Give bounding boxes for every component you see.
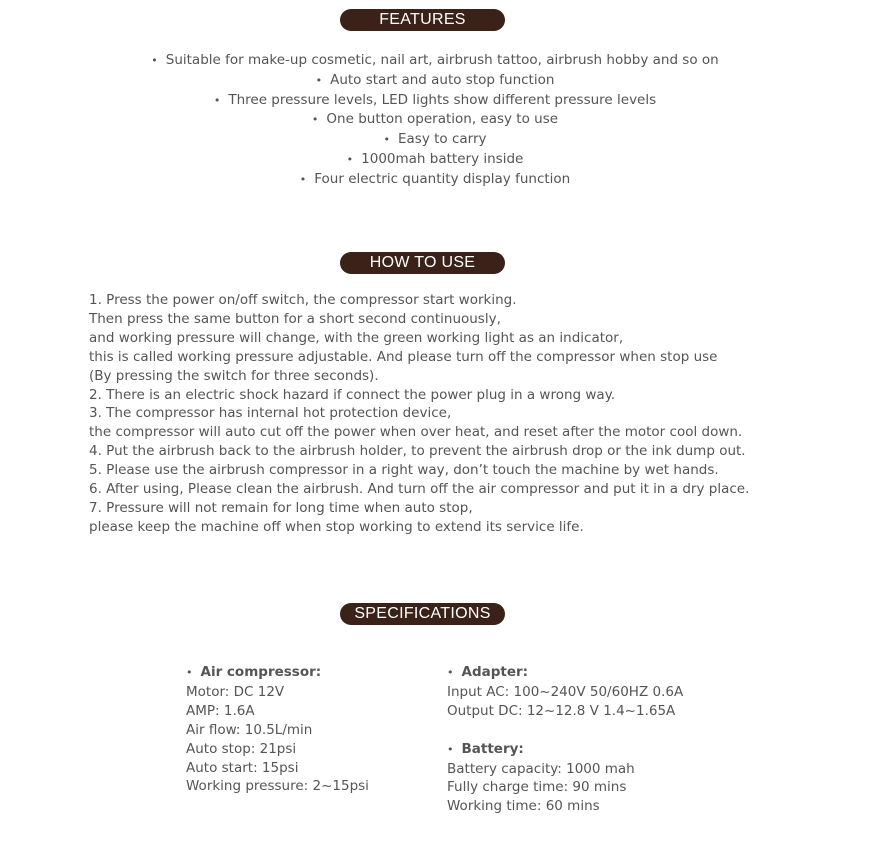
adapter-battery-specs — [447, 663, 683, 816]
specifications-title: SPECIFICATIONS — [340, 603, 505, 625]
instruction-line: (By pressing the switch for three seconds). — [89, 367, 379, 384]
spec-heading-air-compressor: • Air compressor: — [186, 663, 369, 683]
list-item: • Suitable for make-up cosmetic, nail art, airbrush tattoo, airbrush hobby and so on — [0, 51, 870, 71]
spec-line: AMP: 1.6A — [186, 702, 255, 719]
how-to-use-title: HOW TO USE — [340, 252, 505, 274]
spec-line: Input AC: 100~240V 50/60HZ 0.6A — [447, 683, 684, 700]
spec-line: Auto start: 15psi — [186, 759, 299, 776]
list-item: • Easy to carry — [0, 130, 870, 150]
instruction-line: 2. There is an electric shock hazard if connect the power plug in a wrong way. — [89, 386, 616, 403]
list-item: • 1000mah battery inside — [0, 150, 870, 170]
instruction-line: 5. Please use the airbrush compressor in a right way, don’t touch the machine by wet hands. — [89, 462, 719, 479]
instruction-line: and working pressure will change, with the green working light as an indicator, — [89, 329, 624, 346]
spec-line: Auto stop: 21psi — [186, 740, 297, 757]
air-compressor-specs — [186, 663, 369, 796]
features-title: FEATURES — [340, 9, 505, 31]
spec-line: Output DC: 12~12.8 V 1.4~1.65A — [447, 702, 676, 719]
instruction-line: 1. Press the power on/off switch, the compressor start working. — [89, 292, 517, 308]
spec-line: Air flow: 10.5L/min — [186, 721, 313, 738]
spec-heading-battery: • Battery: — [447, 740, 683, 760]
spec-line: Working time: 60 mins — [447, 798, 600, 815]
spec-line: Motor: DC 12V — [186, 683, 285, 700]
instruction-line: 7. Pressure will not remain for long time when auto stop, — [89, 499, 473, 516]
spec-line: Working pressure: 2~15psi — [186, 778, 369, 795]
instruction-line: this is called working pressure adjustable. And please turn off the compressor when stop use — [89, 348, 718, 365]
spec-spacer — [447, 721, 683, 740]
list-item: • Four electric quantity display function — [0, 170, 870, 190]
instruction-line: Then press the same button for a short second continuously, — [89, 310, 501, 327]
spec-line: Battery capacity: 1000 mah — [447, 760, 635, 777]
instruction-line: 4. Put the airbrush back to the airbrush holder, to prevent the airbrush drop or the ink dump out. — [89, 443, 746, 460]
list-item: • Auto start and auto stop function — [0, 71, 870, 91]
features-list — [0, 51, 870, 190]
instruction-line: please keep the machine off when stop working to extend its service life. — [89, 518, 584, 535]
how-to-use-instructions — [89, 291, 849, 537]
instruction-line: 6. After using, Please clean the airbrush. And turn off the air compressor and put it in a dry place. — [89, 481, 750, 498]
list-item: • One button operation, easy to use — [0, 110, 870, 130]
spec-line: Fully charge time: 90 mins — [447, 779, 627, 796]
spec-heading-adapter: • Adapter: — [447, 663, 683, 683]
instruction-line: 3. The compressor has internal hot protection device, — [89, 405, 452, 422]
instruction-line: the compressor will auto cut off the power when over heat, and reset after the motor cool down. — [89, 424, 743, 441]
list-item: • Three pressure levels, LED lights show different pressure levels — [0, 91, 870, 111]
